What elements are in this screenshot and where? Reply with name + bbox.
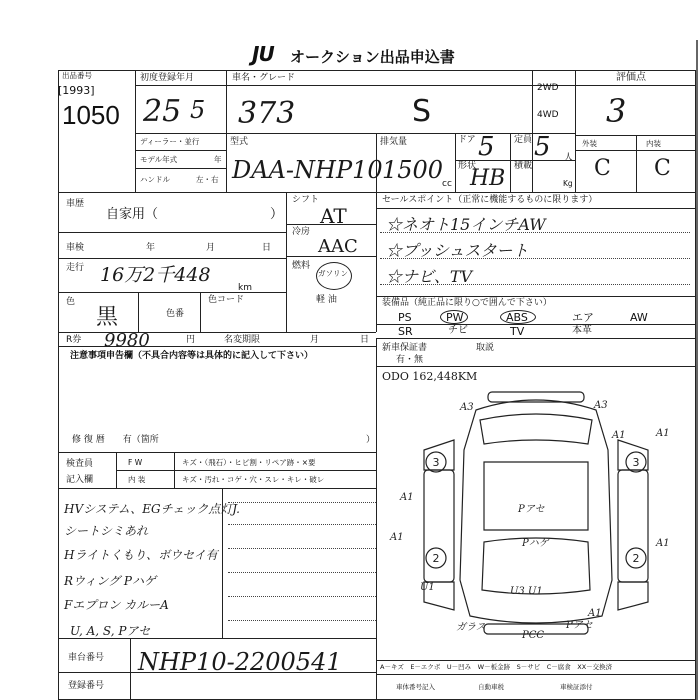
- displacement-value: 1500: [382, 156, 444, 184]
- chassis-value: NHP10-2200541: [138, 648, 342, 676]
- odometer-note: ODO 162,448KM: [382, 370, 478, 383]
- load-unit: Kg: [563, 179, 573, 188]
- footer-label-1: 車体番号記入: [396, 683, 435, 691]
- sales-point-1: ☆ネオト15インチAW: [386, 215, 546, 234]
- doors-value: 5: [478, 132, 495, 162]
- equip-leather: 本革: [572, 325, 592, 336]
- form-title: オークション出品申込書: [290, 48, 455, 66]
- km-unit: km: [238, 283, 252, 293]
- new-warranty-label: 新車保証書: [382, 343, 428, 353]
- grade-label: 評価点: [616, 72, 646, 83]
- mileage-label: 走行: [66, 263, 85, 273]
- handle-label: ハンドル: [140, 175, 170, 184]
- equip-sr: SR: [398, 325, 413, 338]
- sales-point-3: ☆ナビ、TV: [386, 267, 473, 286]
- color-value: 黒: [96, 305, 119, 330]
- first-reg-label: 初度登録年月: [140, 73, 195, 83]
- entry-col-label: 記入欄: [66, 475, 94, 485]
- shift-value: AT: [320, 204, 347, 228]
- notes-title: 注意事項申告欄（不具合内容等は具体的に記入して下さい）: [70, 351, 314, 361]
- note-2: シートシミあれ: [64, 524, 149, 538]
- repair-close: ）: [366, 435, 376, 445]
- car-diagram: [376, 380, 696, 660]
- circle-2-right: 2: [632, 552, 640, 565]
- cc-unit: cc: [442, 179, 452, 189]
- fw-detail: キズ・（飛石）・ヒビ割・リペア跡・×要: [182, 458, 316, 467]
- circle-3-right: 3: [632, 456, 640, 469]
- displacement-label: 排気量: [380, 137, 408, 147]
- ju-logo: JU: [252, 42, 274, 66]
- repair-history: 修 復 暦 有（箇所: [72, 435, 159, 445]
- mark-phage: Pハゲ: [522, 538, 549, 549]
- color-label: 色: [66, 297, 76, 307]
- lot-number: 1050: [62, 100, 120, 130]
- first-reg-month: 5: [190, 96, 206, 124]
- shaken-month: 月: [206, 243, 216, 253]
- capacity-label: 定員: [514, 135, 533, 145]
- note-3: Hライトくもり、ボウセイ有: [64, 548, 218, 562]
- car-name-label: 車名・グレード: [232, 73, 296, 83]
- equipment-label: 装備品（純正品に限り○で囲んで下さい）: [382, 298, 552, 308]
- mark-a3-right: A3: [594, 400, 608, 411]
- history-label: 車歴: [66, 199, 85, 209]
- name-change-day: 日: [360, 335, 370, 345]
- equip-air: エア: [572, 311, 594, 324]
- exterior-label: 外装: [582, 139, 597, 148]
- equip-tv2: チビ: [448, 325, 468, 336]
- interior-label: 内装: [646, 139, 661, 148]
- note-4: Rウィング Pハゲ: [64, 574, 156, 588]
- note-1: HVシステム、EGチェック点灯J.: [64, 502, 240, 516]
- color-code-label: 色コード: [208, 295, 245, 305]
- sales-points-label: セールスポイント（正常に機能するものに限ります）: [382, 195, 598, 205]
- shape-label: 形状: [458, 161, 477, 171]
- model-year-label: モデル年式: [140, 155, 178, 164]
- aircon-value: AAC: [318, 236, 358, 257]
- history-close: ）: [270, 207, 284, 222]
- mark-pase2: Pアセ: [566, 620, 593, 631]
- grade-value: S: [412, 94, 432, 129]
- grade-score: 3: [606, 92, 627, 130]
- chassis-label: 車台番号: [68, 653, 105, 663]
- load-label: 積載: [514, 161, 533, 171]
- mark-u3: U3 U1: [510, 586, 543, 597]
- equip-abs: ABS: [506, 311, 528, 324]
- year-tag: [1993]: [58, 84, 95, 97]
- name-change-month: 月: [310, 335, 320, 345]
- model-year-unit: 年: [214, 155, 222, 164]
- mark-a1-l: A1: [400, 492, 414, 503]
- mark-pcc: PCC: [522, 630, 545, 641]
- interior-row-label: 内 装: [128, 475, 146, 484]
- new-warranty-value: 有・無: [396, 355, 424, 365]
- mark-a1-r2: A1: [656, 428, 670, 439]
- mark-pase: Pアセ: [518, 504, 545, 515]
- inspector-label: 検査員: [66, 459, 94, 469]
- color-no-label: 色番: [166, 309, 185, 319]
- aircon-label: 冷房: [292, 227, 311, 237]
- mark-a1-b: A1: [588, 608, 602, 619]
- shift-label: シフト: [292, 195, 320, 205]
- car-name-value: 373: [238, 96, 296, 131]
- model-value: DAA-NHP10: [232, 156, 383, 184]
- circle-3-left: 3: [432, 456, 440, 469]
- note-5: Fエプロン カルーA: [64, 598, 169, 612]
- recycle-unit: 円: [186, 335, 196, 345]
- sales-point-2: ☆プッシュスタート: [386, 241, 529, 260]
- lot-label: 出品番号: [62, 71, 92, 80]
- equip-tv: TV: [510, 325, 525, 338]
- mark-a1-l2: A1: [390, 532, 404, 543]
- mark-a3-left: A3: [460, 402, 474, 413]
- fuel-label: 燃料: [292, 261, 311, 271]
- doors-label: ドア: [458, 135, 476, 145]
- mileage-value: 16万2千448: [100, 264, 211, 286]
- mark-glass: ガラス: [456, 622, 486, 633]
- note-6: U, A, S, Pアセ: [70, 624, 151, 638]
- mark-a1-r1: A1: [612, 430, 626, 441]
- shape-value: HB: [470, 166, 506, 191]
- interior-detail: キズ・汚れ・コゲ・穴・スレ・キレ・破レ: [182, 475, 325, 484]
- shaken-label: 車検: [66, 243, 85, 253]
- damage-legend: A－キズ E－エクボ U－凹み W－板金跡 S－サビ C－腐食 XX－交換済: [380, 663, 613, 671]
- exterior-grade: C: [594, 156, 611, 181]
- model-label: 型式: [230, 137, 249, 147]
- first-reg-year: 25: [143, 94, 182, 129]
- 2wd-label: 2WD: [537, 83, 559, 93]
- manual-label: 取説: [476, 343, 495, 353]
- 4wd-label: 4WD: [537, 110, 559, 120]
- circle-2-left: 2: [432, 552, 440, 565]
- equip-aw: AW: [630, 311, 648, 324]
- reg-no-label: 登録番号: [68, 681, 105, 691]
- shaken-year: 年: [146, 243, 156, 253]
- fw-label: F W: [128, 458, 143, 467]
- handle-options: 左・右: [196, 175, 219, 184]
- dealer-label: ディーラー・並行: [140, 137, 200, 146]
- history-value: 自家用（: [106, 207, 159, 222]
- interior-grade: C: [654, 156, 671, 181]
- recycle-label: R券: [66, 335, 82, 345]
- footer-label-3: 車検証添付: [560, 683, 593, 691]
- capacity-value: 5: [534, 132, 551, 162]
- recycle-value: 9980: [104, 330, 150, 351]
- footer-label-2: 自動車税: [478, 683, 504, 691]
- shaken-day: 日: [262, 243, 272, 253]
- mark-u1: U1: [420, 582, 435, 593]
- name-change-label: 名変期限: [224, 335, 261, 345]
- capacity-unit: 人: [564, 153, 574, 163]
- fuel-diesel: 軽 油: [316, 295, 337, 305]
- equip-ps: PS: [398, 311, 412, 324]
- equip-pw: PW: [446, 311, 464, 324]
- mark-a1-r3: A1: [656, 538, 670, 549]
- fuel-value: ガソリン: [318, 269, 348, 278]
